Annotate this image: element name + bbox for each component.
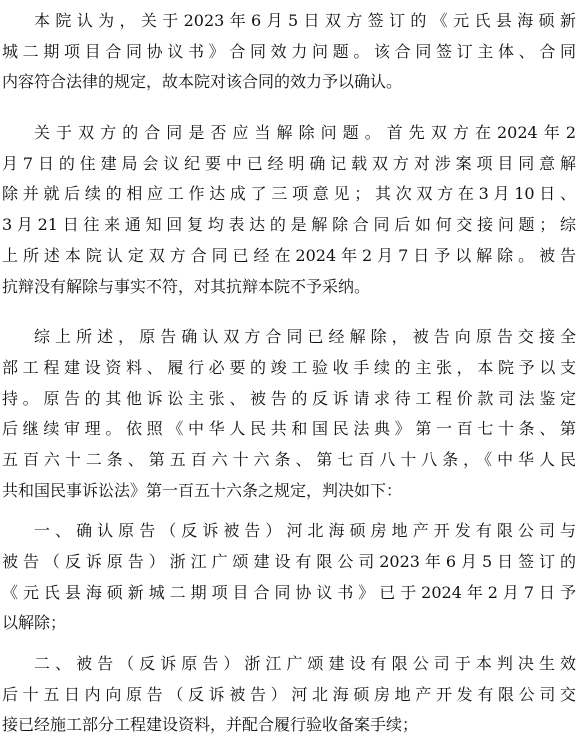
text-line: 二、被告（反诉原告）浙江广颂建设有限公司于本判决生效 xyxy=(34,654,576,674)
paragraph-contract-validity xyxy=(2,6,576,98)
text-line: 除并就后续的相应工作达成了三项意见；其次双方在3月10日、 xyxy=(2,184,576,204)
text-line: 五百六十二条、第五百六十六条、第七百八十八条，《中华人民 xyxy=(2,449,576,469)
text-line: 城二期项目合同协议书》合同效力问题。该合同签订主体、合同 xyxy=(2,41,576,61)
text-line: 一、确认原告（反诉被告）河北海硕房地产开发有限公司与 xyxy=(34,521,576,541)
text-line: 后十五日内向原告（反诉被告）河北海硕房地产开发有限公司交 xyxy=(2,684,576,704)
text-line: 关于双方的合同是否应当解除问题。首先双方在2024年2 xyxy=(34,123,576,143)
text-line: 月7日的住建局会议纪要中已经明确记载双方对涉案项目同意解 xyxy=(2,153,576,173)
text-line: 抗辩没有解除与事实不符，对其抗辩本院不予采纳。 xyxy=(2,276,371,296)
text-line: 本院认为，关于2023年6月5日双方签订的《元氏县海硕新 xyxy=(34,11,576,30)
text-line: 3月21日往来通知回复均表达的是解除合同后如何交接问题；综 xyxy=(2,215,576,235)
text-line: 共和国民事诉讼法》第一百五十六条之规定，判决如下： xyxy=(2,480,403,500)
text-line: 上所述本院认定双方合同已经在2024年2月7日予以解除。被告 xyxy=(2,245,576,265)
text-line: 以解除； xyxy=(2,613,67,633)
text-line: 内容符合法律的规定，故本院对该合同的效力予以确认。 xyxy=(2,72,403,92)
text-line: 被告（反诉原告）浙江广颂建设有限公司2023年6月5日签订的 xyxy=(2,552,576,571)
paragraph-ruling-item-1 xyxy=(2,516,576,639)
text-line: 接已经施工部分工程建设资料，并配合履行验收备案手续； xyxy=(2,715,419,735)
text-line: 综上所述，原告确认双方合同已经解除，被告向原告交接全 xyxy=(34,327,576,347)
text-line: 后继续审理。依照《中华人民共和国民法典》第一百七十条、第 xyxy=(2,419,576,439)
paragraph-contract-termination xyxy=(2,118,576,302)
text-line: 持。原告的其他诉讼主张、被告的反诉请求待工程价款司法鉴定 xyxy=(2,388,576,408)
paragraph-conclusion xyxy=(2,322,576,506)
text-line: 《元氏县海硕新城二期项目合同协议书》已于2024年2月7日予 xyxy=(2,582,576,602)
text-line: 部工程建设资料、履行必要的竣工验收手续的主张，本院予以支 xyxy=(2,357,576,377)
paragraph-ruling-item-2 xyxy=(2,649,576,741)
